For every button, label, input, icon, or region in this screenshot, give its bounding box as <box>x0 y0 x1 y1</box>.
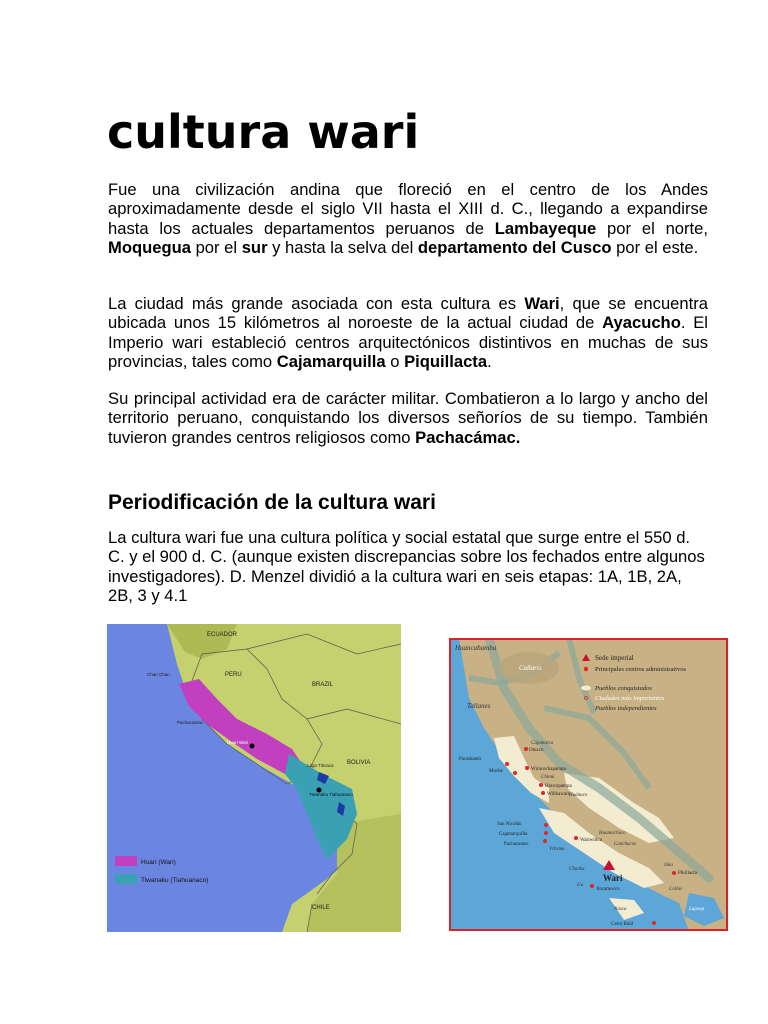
svg-text:Wiracochapampa: Wiracochapampa <box>531 767 566 772</box>
place-label-tiwanaku: Tiwanaku Tiahuanaco <box>309 792 353 797</box>
bold-term: departamento del Cusco <box>417 237 612 257</box>
text-run: Fue una civilización andina que floreció en el centro de los Andes aproximadamente desde el siglo VII hasta el XIII d. C., llegando a expandirse hasta los actuales departamentos peruanos de <box>108 180 708 238</box>
region-label-cajamarca: Cajamarca <box>531 741 554 746</box>
svg-text:Honcopampa: Honcopampa <box>545 784 572 789</box>
svg-text:Wari: Wari <box>603 873 623 883</box>
region-label-lupaqa: Lupaqa <box>689 907 705 912</box>
bold-term: sur <box>241 237 268 257</box>
bold-term: Ayacucho <box>602 313 681 333</box>
region-label-huamachuco: Huamachuco <box>599 831 626 836</box>
region-label-collas: Collas <box>669 887 683 892</box>
country-label-brazil: BRAZIL <box>312 682 334 688</box>
region-label-inka: Inka <box>664 863 673 868</box>
page-title: cultura wari <box>107 105 420 159</box>
country-label-chile: CHILE <box>312 905 330 911</box>
legend-label-wari: Huari (Wari) <box>141 859 176 866</box>
place-label-chan-chan: Chan Chan <box>147 672 170 677</box>
place-label-huari: Huari Wari <box>227 740 249 745</box>
svg-text:Pachacamac: Pachacamac <box>504 842 529 847</box>
country-label-peru: PERU <box>225 672 242 678</box>
text-run: Su principal actividad era de carácter militar. Combatieron a lo largo y ancho del territorio peruano, conquistando los diversos señoríos de su tiempo. También tuvieron grandes centros religiosos como <box>108 389 708 447</box>
region-label-huancabamba: Huancabamba <box>455 644 497 652</box>
svg-text:San Nicolás: San Nicolás <box>497 822 522 827</box>
place-label-pachacamac: Pachacamac <box>177 720 204 725</box>
legend-label-conquistados: Pueblos conquistados <box>595 685 652 692</box>
region-label-huanuco: Huánuco <box>569 793 588 798</box>
region-label-ychsma: Ychsma <box>549 847 565 852</box>
huari-marker <box>250 744 255 749</box>
section-paragraph <box>108 528 708 605</box>
text-run: y hasta la selva del <box>267 237 418 257</box>
text-run: por el norte, <box>596 218 708 238</box>
bold-term: Cajamarquilla <box>276 351 386 371</box>
bold-term: Lambayeque <box>494 218 597 238</box>
region-label-tallanes: Tallanes <box>467 702 491 710</box>
expansion-map <box>107 624 401 932</box>
country-label-bolivia: BOLIVIA <box>347 760 371 766</box>
svg-text:Moche: Moche <box>489 769 503 774</box>
svg-text:Otuzco: Otuzco <box>529 748 544 753</box>
text-run: por el <box>190 237 242 257</box>
legend-label-tiwanaku: Tiwanaku (Tiahuanaco) <box>141 877 209 884</box>
legend-dot-icon <box>584 667 588 671</box>
legend-swatch-wari <box>115 856 137 866</box>
bold-term: Moquegua <box>108 237 191 257</box>
legend-label-sede: Sede imperial <box>595 654 634 662</box>
svg-text:Wariwillca: Wariwillca <box>580 838 602 843</box>
section-heading: Periodificación de la cultura wari <box>108 491 436 514</box>
svg-text:Pacatnamú: Pacatnamú <box>459 757 481 762</box>
legend-label-ciudades: Ciudades más importantes <box>595 695 665 702</box>
region-label-canaris: Cañaris <box>519 664 542 672</box>
territory-map <box>449 638 728 931</box>
site-wiracochapampa <box>525 766 567 772</box>
region-label-conchucos: Conchucos <box>614 842 637 847</box>
country-label-ecuador: ECUADOR <box>207 632 238 638</box>
region-label-nasca: Nasca <box>614 907 627 912</box>
legend-oval-icon <box>581 686 591 691</box>
text-run: o <box>385 351 405 371</box>
legend-label-independientes: Pueblos independientes <box>595 705 657 712</box>
text-run: . <box>487 351 492 371</box>
bold-term: Pachacámac. <box>415 427 521 447</box>
region-label-chimu: Chimú <box>541 775 555 780</box>
text-run: La cultura wari fue una cultura política y social estatal que surge entre el 550 d. C. y el 900 d. C. (aunque existen discrepancias sobre los fechados entre algunos investigadores). D. Menzel dividió a la cultura wari en seis etapas: 1A, 1B, 2A, 2B, 3 y 4.1 <box>108 528 705 605</box>
bold-term: Wari <box>524 294 560 313</box>
intro-paragraph-3 <box>108 389 708 447</box>
svg-text:Willkawain: Willkawain <box>547 792 571 797</box>
text-run: La ciudad más grande asociada con esta cultura es <box>108 294 525 313</box>
bold-term: Piquillacta <box>404 351 488 371</box>
region-label-ica: Ica <box>577 883 584 888</box>
svg-text:Jincamocco: Jincamocco <box>596 887 620 892</box>
svg-text:Cajamarquilla: Cajamarquilla <box>499 832 528 837</box>
legend-label-centros: Principales centros administrativos <box>595 666 686 673</box>
legend-swatch-tiwanaku <box>115 874 137 884</box>
intro-paragraph-1 <box>108 180 708 257</box>
text-run: , que se encuentra ubicada unos 15 kilómetros al noroeste de la actual ciudad de <box>108 294 708 333</box>
text-run: . El Imperio wari estableció centros arquitectónicos distintivos en muchas de sus provincias, tales como <box>108 313 708 371</box>
svg-text:Cerro Baúl: Cerro Baúl <box>611 922 634 927</box>
svg-text:Pikillacta: Pikillacta <box>678 871 697 876</box>
intro-paragraph-2 <box>108 294 708 371</box>
site-honcopampa <box>539 783 572 789</box>
region-label-chanka: Chanka <box>569 867 585 872</box>
place-label-titicaca: Lago Titicaca <box>307 763 334 768</box>
text-run: por el este. <box>611 237 699 257</box>
